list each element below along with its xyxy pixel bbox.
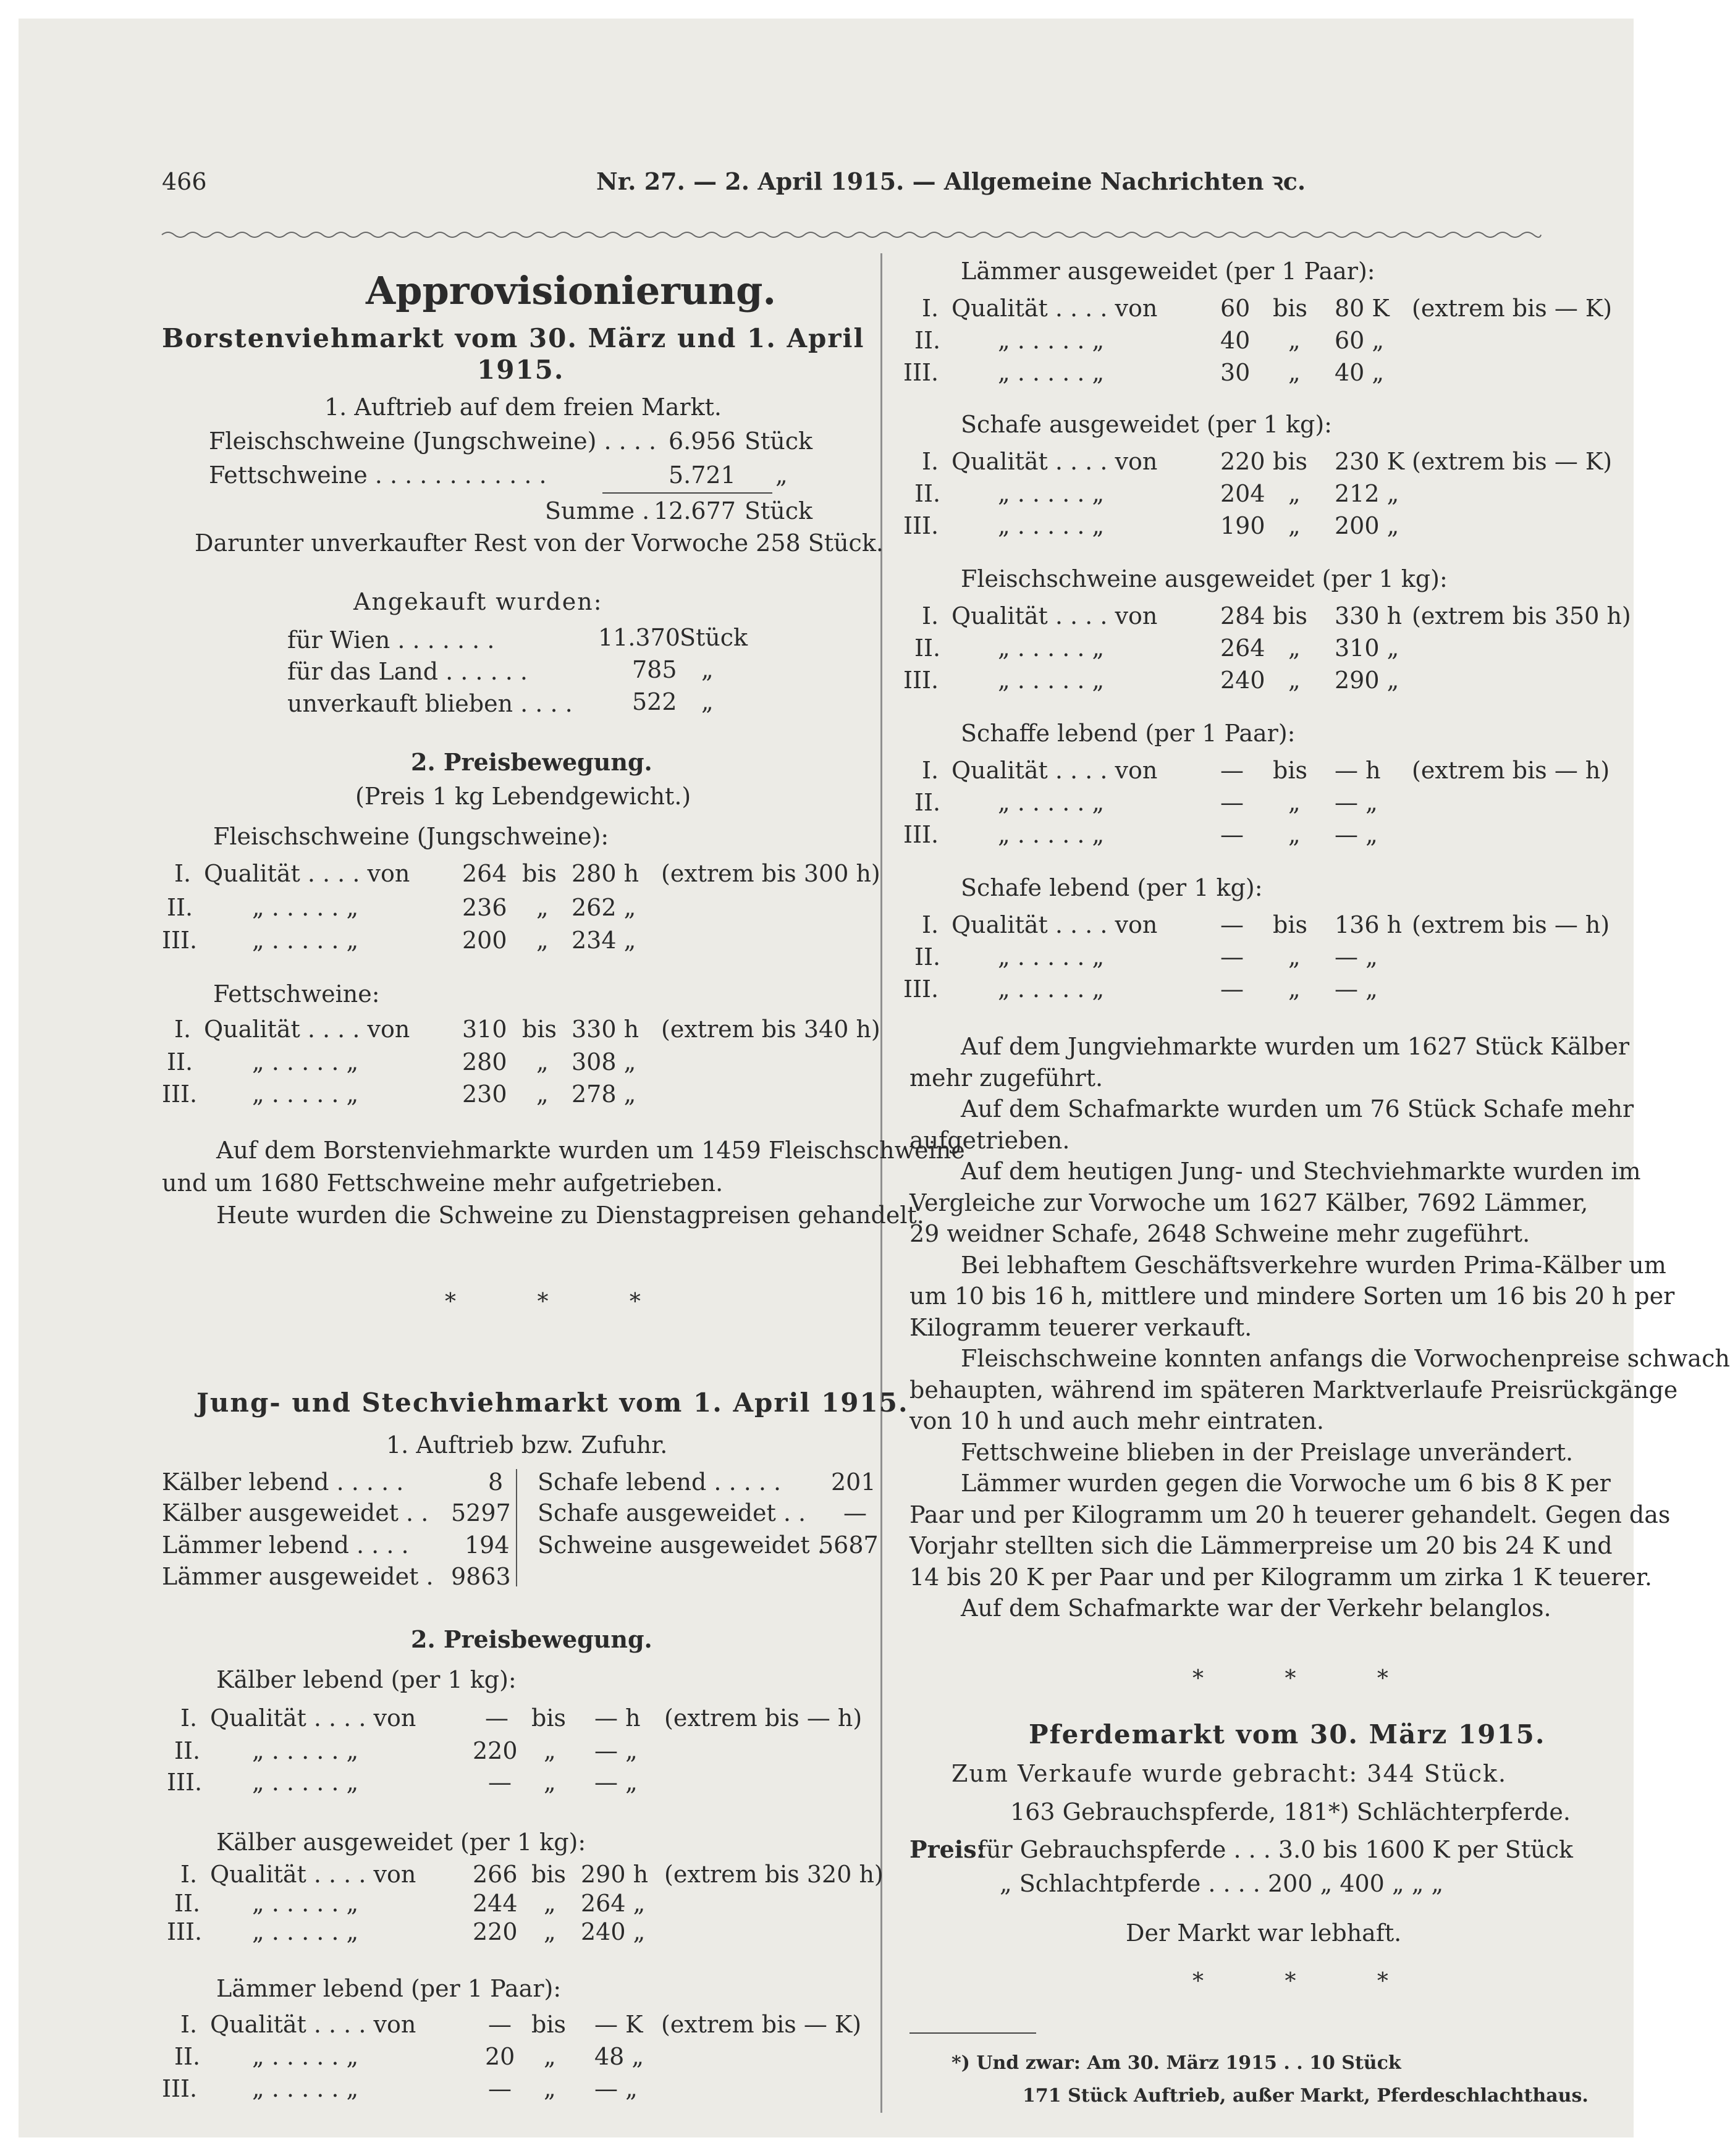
quality-label: Qualität . . . . von [204,860,410,887]
pferde-line1: Zum Verkaufe wurde gebracht: 344 Stück. [952,1760,1508,1787]
price-to: — K [594,2011,643,2038]
quality-label: „ . . . . . „ [998,634,1105,662]
price-extreme: (extrem bis — K) [661,2011,862,2038]
price-to: — „ [594,2075,638,2102]
report-paragraph-line: Auf dem Schafmarkte wurden um 76 Stück Schafe mehr [961,1095,1634,1122]
quality-label: Qualität . . . . von [210,1704,416,1732]
ditto-mark: „ [536,894,549,921]
price-to: 80 K [1335,295,1390,322]
angekauft-value: 785 [632,656,677,683]
price-extreme: (extrem bis 300 h) [661,860,880,887]
section-stars: * * * [1192,1969,1425,1994]
report-paragraph-line: Auf dem heutigen Jung- und Stechviehmarkte wurden im [961,1158,1641,1185]
quality-numeral: I. [922,911,939,938]
quality-label: „ . . . . . „ [998,667,1105,694]
zufuhr-label: Kälber lebend . . . . . [162,1468,404,1496]
price-to: 40 „ [1335,359,1385,386]
price-extreme: (extrem bis — K) [1412,448,1613,475]
price-from: — [488,2075,512,2102]
quality-numeral: II. [167,1048,193,1076]
price-to: — „ [1335,943,1378,971]
price-to: — h [594,1704,641,1732]
report-paragraph-line: von 10 h und auch mehr eintraten. [909,1407,1324,1434]
angekauft-label: für das Land . . . . . . [287,658,528,685]
running-header: Nr. 27. — 2. April 1915. — Allgemeine Nachrichten ꝛc. [596,167,1306,195]
quality-label: „ . . . . . „ [252,894,359,921]
ditto-mark: „ [536,927,549,954]
price-to: 264 „ [581,1890,646,1917]
quality-label: „ . . . . . „ [998,359,1105,386]
bis-word: bis [1273,448,1307,475]
borsten-paragraph: Heute wurden die Schweine zu Dienstagpreisen gehandelt. [216,1202,924,1229]
price-to: — „ [1335,821,1378,848]
borsten-auftrieb-heading: 1. Auftrieb auf dem freien Markt. [324,394,722,421]
price-to: — „ [594,1769,638,1796]
quality-numeral: III. [903,359,939,386]
price-from: — [1220,757,1244,784]
angekauft-unit: „ [701,688,714,715]
quality-label: „ . . . . . „ [998,943,1105,971]
price-to: — „ [1335,975,1378,1003]
ditto-mark: „ [1288,667,1301,694]
quality-numeral: II. [174,2043,201,2070]
zufuhr-separator [516,1469,517,1586]
price-to: — h [1335,757,1381,784]
quality-numeral: III. [162,1080,198,1108]
quality-numeral: I. [180,2011,198,2038]
zufuhr-label: Schafe ausgeweidet . . [538,1499,806,1526]
price-to: 262 „ [572,894,636,921]
section-stars: * * * [1192,1666,1425,1691]
quality-numeral: II. [914,789,941,816]
price-from: 200 [462,927,507,954]
price-to: 200 „ [1335,512,1399,539]
quality-numeral: III. [903,821,939,848]
group-title: Kälber ausgeweidet (per 1 kg): [216,1829,586,1856]
price-from: — [488,2011,512,2038]
borsten-row-value: 12.677 [654,497,736,524]
price-from: 280 [462,1048,507,1076]
price-from: — [1220,975,1244,1003]
ditto-mark: „ [1288,480,1301,507]
quality-numeral: I. [922,757,939,784]
jung-title: Jung- und Stechviehmarkt vom 1. April 1915. [196,1388,909,1418]
quality-label: „ . . . . . „ [252,2043,359,2070]
quality-numeral: I. [922,295,939,322]
ditto-mark: „ [1288,821,1301,848]
pferde-preis-row: „ Schlachtpferde . . . . 200 „ 400 „ „ „ [1000,1870,1444,1897]
quality-label: Qualität . . . . von [952,602,1158,630]
pferde-title: Pferdemarkt vom 30. März 1915. [1029,1719,1546,1750]
price-to: 240 „ [581,1918,646,1945]
zufuhr-value: 8 [488,1468,504,1496]
quality-numeral: III. [162,927,198,954]
price-to: 48 „ [594,2043,644,2070]
pferde-markt: Der Markt war lebhaft. [1126,1919,1402,1947]
ditto-mark: „ [536,1080,549,1108]
angekauft-value: 522 [632,688,677,715]
bis-word: bis [1273,911,1307,938]
price-from: 220 [473,1737,518,1764]
bis-word: bis [531,1861,566,1888]
report-paragraph-line: um 10 bis 16 h, mittlere und mindere Sorten um 16 bis 20 h per [909,1282,1675,1310]
group-title: Schaffe lebend (per 1 Paar): [961,720,1296,747]
price-to: 212 „ [1335,480,1399,507]
price-from: 20 [485,2043,515,2070]
angekauft-unit: Stück [680,624,748,651]
quality-label: Qualität . . . . von [210,2011,416,2038]
quality-numeral: I. [174,860,192,887]
price-to: 290 „ [1335,667,1399,694]
quality-numeral: II. [167,894,193,921]
angekauft-label: unverkauft blieben . . . . [287,690,573,717]
price-to: 278 „ [572,1080,636,1108]
ditto-mark: „ [544,1890,556,1917]
price-to: — „ [594,1737,638,1764]
ditto-mark: „ [1288,943,1301,971]
report-paragraph-line: Kilogramm teuerer verkauft. [909,1313,1252,1341]
quality-numeral: II. [174,1890,201,1917]
report-paragraph-line: 14 bis 20 K per Paar und per Kilogramm um zirka 1 K teuerer. [909,1563,1652,1591]
quality-label: „ . . . . . „ [252,1737,359,1764]
quality-numeral: I. [180,1861,198,1888]
price-from: 266 [473,1861,518,1888]
quality-numeral: II. [914,327,941,354]
quality-label: „ . . . . . „ [998,789,1105,816]
borsten-row-label: Summe . [545,497,650,524]
borsten-row-unit: „ [775,461,788,489]
bis-word: bis [1273,295,1307,322]
quality-label: Qualität . . . . von [952,448,1158,475]
rest-line: Darunter unverkaufter Rest von der Vorwoche 258 Stück. [195,529,884,557]
price-from: 236 [462,894,507,921]
bis-word: bis [1273,602,1307,630]
price-extreme: (extrem bis — h) [1412,757,1610,784]
quality-numeral: III. [162,2075,198,2102]
borsten-row-value: 6.956 [669,427,736,455]
report-paragraph-line: Vorjahr stellten sich die Lämmerpreise um 20 bis 24 K und [909,1532,1613,1559]
section-stars: * * * [445,1289,678,1315]
borsten-row-unit: Stück [745,427,813,455]
footnote-line: *) Und zwar: Am 30. März 1915 . . 10 Stück [952,2052,1401,2074]
quality-numeral: III. [903,667,939,694]
group-title: Fettschweine: [213,980,380,1008]
borsten-row-label: Fleischschweine (Jungschweine) . . . . [209,427,657,455]
price-from: — [488,1769,512,1796]
bis-word: bis [531,2011,566,2038]
group-title: Schafe ausgeweidet (per 1 kg): [961,411,1332,438]
quality-numeral: I. [922,448,939,475]
price-to: 310 „ [1335,634,1399,662]
price-from: 244 [473,1890,518,1917]
report-paragraph-line: Fleischschweine konnten anfangs die Vorwochenpreise schwach [961,1345,1730,1372]
quality-numeral: II. [914,943,941,971]
report-paragraph-line: behaupten, während im späteren Marktverlaufe Preisrückgänge [909,1376,1678,1404]
bis-word: bis [1273,757,1307,784]
quality-label: „ . . . . . „ [998,327,1105,354]
bis-word: bis [522,1016,557,1043]
quality-numeral: III. [903,975,939,1003]
borsten-preis-sub: (Preis 1 kg Lebendgewicht.) [355,783,691,810]
quality-label: Qualität . . . . von [952,911,1158,938]
price-extreme: (extrem bis — h) [1412,911,1610,938]
quality-numeral: I. [180,1704,198,1732]
price-to: 234 „ [572,927,636,954]
price-from: 240 [1220,667,1265,694]
ditto-mark: „ [1288,327,1301,354]
zufuhr-label: Schweine ausgeweidet . [538,1531,825,1559]
ditto-mark: „ [544,1769,556,1796]
group-title: Lämmer lebend (per 1 Paar): [216,1975,562,2002]
report-paragraph-line: Auf dem Jungviehmarkte wurden um 1627 Stück Kälber [961,1033,1630,1060]
price-extreme: (extrem bis — h) [664,1704,863,1732]
pferde-line2: 163 Gebrauchspferde, 181*) Schlächterpferde. [1010,1798,1571,1825]
angekauft-heading: Angekauft wurden: [353,588,603,615]
ditto-mark: „ [1288,359,1301,386]
ditto-mark: „ [1288,634,1301,662]
report-paragraph-line: Bei lebhaftem Geschäftsverkehre wurden Prima-Kälber um [961,1251,1666,1279]
jung-auftrieb-heading: 1. Auftrieb bzw. Zufuhr. [386,1431,668,1459]
borsten-row-unit: Stück [745,497,813,524]
price-from: 30 [1220,359,1251,386]
main-title: Approvisionierung. [366,268,777,313]
bis-word: bis [531,1704,566,1732]
price-to: 136 h [1335,911,1403,938]
quality-numeral: III. [167,1918,203,1945]
group-title: Fleischschweine ausgeweidet (per 1 kg): [961,565,1448,592]
borsten-title-line1: Borstenviehmarkt vom 30. März und 1. April [162,323,865,353]
quality-label: „ . . . . . „ [252,1890,359,1917]
quality-label: Qualität . . . . von [952,757,1158,784]
price-from: 284 [1220,602,1265,630]
price-to: 280 h [572,860,639,887]
zufuhr-label: Kälber ausgeweidet . . [162,1499,429,1526]
quality-numeral: III. [903,512,939,539]
borsten-row-value: 5.721 [669,461,736,489]
borsten-paragraph: Auf dem Borstenviehmarkte wurden um 1459 Fleischschweine [216,1137,965,1164]
price-from: — [1220,911,1244,938]
quality-numeral: II. [914,480,941,507]
report-paragraph-line: mehr zugeführt. [909,1064,1103,1092]
price-from: 264 [1220,634,1265,662]
angekauft-value: 11.370 [598,624,680,651]
quality-numeral: II. [174,1737,201,1764]
price-from: — [1220,821,1244,848]
report-paragraph-line: Auf dem Schafmarkte war der Verkehr belanglos. [961,1594,1551,1622]
report-paragraph-line: aufgetrieben. [909,1126,1070,1154]
footnote-rule [909,2032,1036,2034]
price-from: 60 [1220,295,1251,322]
zufuhr-value: 9863 [451,1563,511,1590]
price-from: 204 [1220,480,1265,507]
zufuhr-label: Lämmer lebend . . . . [162,1531,409,1559]
quality-label: „ . . . . . „ [998,821,1105,848]
quality-numeral: I. [922,602,939,630]
zufuhr-label: Lämmer ausgeweidet . [162,1563,434,1590]
angekauft-unit: „ [701,656,714,683]
borsten-row-label: Fettschweine . . . . . . . . . . . . [209,461,547,489]
quality-label: „ . . . . . „ [252,1769,359,1796]
price-from: 264 [462,860,507,887]
quality-label: Qualität . . . . von [210,1861,416,1888]
page-number: 466 [162,168,207,195]
price-from: 310 [462,1016,507,1043]
price-to: — „ [1335,789,1378,816]
zufuhr-value: 5687 [819,1531,879,1559]
ditto-mark: „ [1288,789,1301,816]
sum-rule [602,492,772,494]
price-from: 230 [462,1080,507,1108]
quality-label: „ . . . . . „ [998,480,1105,507]
price-to: 330 h [1335,602,1403,630]
group-title: Schafe lebend (per 1 kg): [961,874,1263,901]
ditto-mark: „ [544,1918,556,1945]
group-title: Kälber lebend (per 1 kg): [216,1666,517,1693]
report-paragraph-line: Lämmer wurden gegen die Vorwoche um 6 bis 8 K per [961,1470,1611,1497]
quality-label: „ . . . . . „ [252,1080,359,1108]
bis-word: bis [522,860,557,887]
price-from: 220 [1220,448,1265,475]
quality-label: „ . . . . . „ [252,1918,359,1945]
report-paragraph-line: Paar und per Kilogramm um 20 h teuerer gehandelt. Gegen das [909,1501,1671,1528]
ditto-mark: „ [544,1737,556,1764]
price-to: 230 K [1335,448,1404,475]
report-paragraph-line: Vergleiche zur Vorwoche um 1627 Kälber, 7692 Lämmer, [909,1189,1589,1216]
quality-numeral: III. [167,1769,203,1796]
zufuhr-value: 5297 [451,1499,511,1526]
ditto-mark: „ [536,1048,549,1076]
borsten-title-line2: 1915. [477,355,565,385]
footnote-line: 171 Stück Auftrieb, außer Markt, Pferdeschlachthaus. [1023,2085,1589,2107]
zufuhr-value: 194 [465,1531,510,1559]
price-to: 308 „ [572,1048,636,1076]
quality-numeral: I. [174,1016,192,1043]
ditto-mark: „ [544,2075,556,2102]
quality-label: „ . . . . . „ [252,927,359,954]
report-paragraph-line: Fettschweine blieben in der Preislage unverändert. [961,1438,1574,1466]
price-from: — [1220,943,1244,971]
zufuhr-value: 201 [831,1468,876,1496]
quality-label: „ . . . . . „ [998,975,1105,1003]
zufuhr-label: Schafe lebend . . . . . [538,1468,782,1496]
price-extreme: (extrem bis 350 h) [1412,602,1631,630]
quality-label: Qualität . . . . von [952,295,1158,322]
price-from: — [485,1704,508,1732]
price-to: 290 h [581,1861,649,1888]
price-from: — [1220,789,1244,816]
pferde-preis-row: für Gebrauchspferde . . . 3.0 bis 1600 K per Stück [977,1836,1573,1863]
price-extreme: (extrem bis — K) [1412,295,1613,322]
ditto-mark: „ [1288,512,1301,539]
quality-label: „ . . . . . „ [998,512,1105,539]
price-from: 220 [473,1918,518,1945]
group-title: Fleischschweine (Jungschweine): [213,823,609,850]
price-to: 330 h [572,1016,639,1043]
zufuhr-value: — [843,1499,867,1526]
angekauft-label: für Wien . . . . . . . [287,626,495,654]
quality-numeral: II. [914,634,941,662]
price-extreme: (extrem bis 340 h) [661,1016,880,1043]
borsten-preis-heading: 2. Preisbewegung. [411,748,652,776]
price-from: 190 [1220,512,1265,539]
quality-label: „ . . . . . „ [252,1048,359,1076]
header-wavy-rule [162,230,1541,240]
price-extreme: (extrem bis 320 h) [664,1861,884,1888]
quality-label: Qualität . . . . von [204,1016,410,1043]
ditto-mark: „ [544,2043,556,2070]
quality-label: „ . . . . . „ [252,2075,359,2102]
report-paragraph-line: 29 weidner Schafe, 2648 Schweine mehr zugeführt. [909,1220,1530,1247]
price-to: 60 „ [1335,327,1385,354]
pferde-preis-label: Preis: [909,1835,985,1863]
ditto-mark: „ [1288,975,1301,1003]
price-from: 40 [1220,327,1251,354]
group-title: Lämmer ausgeweidet (per 1 Paar): [961,258,1375,285]
jung-preis-heading: 2. Preisbewegung. [411,1625,652,1653]
borsten-paragraph: und um 1680 Fettschweine mehr aufgetrieben. [162,1169,724,1197]
